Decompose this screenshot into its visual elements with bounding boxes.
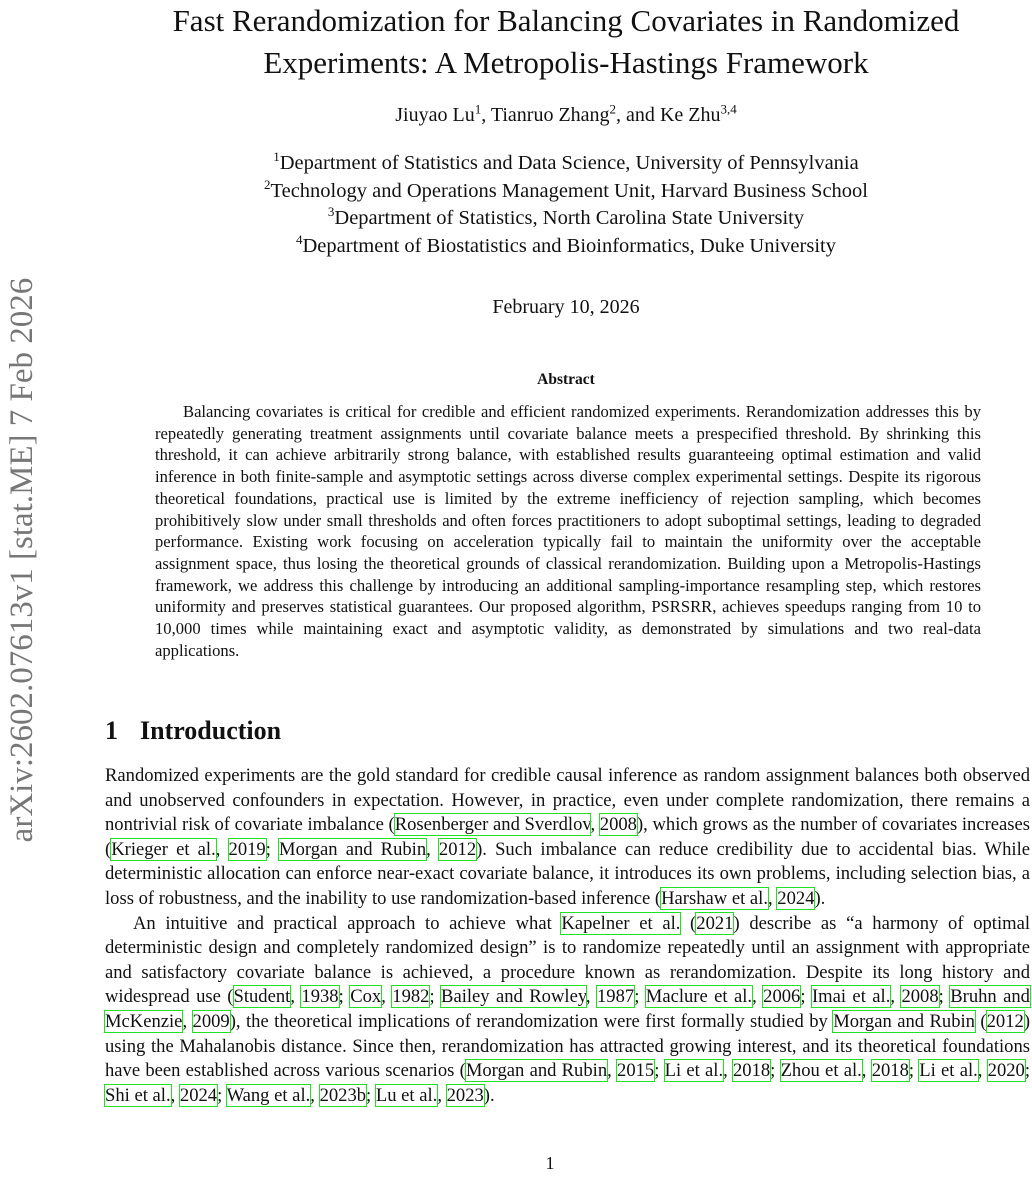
text: , bbox=[977, 1060, 988, 1082]
citation-link[interactable]: 1938 bbox=[301, 986, 339, 1008]
text: ; bbox=[938, 986, 951, 1008]
text: ; bbox=[634, 986, 646, 1008]
paragraph bbox=[105, 912, 1030, 1109]
affiliations bbox=[100, 150, 1032, 260]
citation-link[interactable]: Lu et al. bbox=[375, 1084, 438, 1106]
text: ; bbox=[1024, 1060, 1031, 1082]
citation-link[interactable]: 2018 bbox=[732, 1060, 771, 1082]
text: ; bbox=[770, 1060, 781, 1082]
citation-link[interactable]: 2012 bbox=[438, 838, 477, 860]
body-text bbox=[105, 764, 1030, 1108]
citation-link[interactable]: 1982 bbox=[392, 986, 430, 1008]
citation-link[interactable]: Bailey and Rowley bbox=[441, 986, 586, 1008]
citation-link[interactable]: 2024 bbox=[777, 887, 815, 909]
abstract-heading: Abstract bbox=[537, 371, 595, 388]
text: ; bbox=[429, 986, 442, 1008]
affiliation-marker: 1 bbox=[273, 149, 280, 165]
text: ; bbox=[217, 1084, 227, 1106]
text: ; bbox=[800, 986, 812, 1008]
text: , bbox=[170, 1084, 180, 1106]
text: ). bbox=[814, 887, 826, 909]
text: , bbox=[752, 986, 764, 1008]
text: ; bbox=[366, 1084, 376, 1106]
page-number: 1 bbox=[545, 1153, 555, 1173]
text: ) using the Mahalanobis distance. Since then, rerandomization has attracted growing interest, and its theoretical foundations have been established across various scenarios ( bbox=[105, 1010, 1031, 1082]
citation-link[interactable]: 1987 bbox=[597, 986, 635, 1008]
text: , bbox=[290, 986, 302, 1008]
paper-date: February 10, 2026 bbox=[492, 296, 640, 318]
affiliation bbox=[100, 150, 1032, 178]
arxiv-identifier: arXiv:2602.07613v1 [stat.ME] 7 Feb 2026 bbox=[4, 277, 40, 843]
citation-link[interactable]: 2021 bbox=[696, 912, 734, 934]
text: , bbox=[426, 838, 439, 860]
citation-link[interactable]: 2008 bbox=[901, 986, 939, 1008]
citation-link[interactable]: Cox bbox=[350, 986, 382, 1008]
affiliation-marker: 2 bbox=[609, 101, 617, 117]
text: , bbox=[768, 887, 778, 909]
text: ), the theoretical implications of rerandomization were first formally studied by bbox=[229, 1010, 834, 1032]
author-list bbox=[100, 101, 1032, 127]
citation-link[interactable]: 2023 bbox=[446, 1084, 484, 1106]
text: ( bbox=[974, 1010, 987, 1032]
citation-link[interactable]: Rosenberger and Sverdlov bbox=[394, 814, 591, 836]
text: ), which grows as the number of covariates increases ( bbox=[105, 814, 1030, 860]
affiliation bbox=[100, 205, 1032, 233]
text: , bbox=[861, 1060, 872, 1082]
citation-link[interactable]: Shi et al. bbox=[105, 1084, 171, 1106]
citation-link[interactable]: Krieger et al. bbox=[111, 838, 216, 860]
affiliation-marker: 3 bbox=[327, 204, 335, 220]
citation-link[interactable]: 2024 bbox=[179, 1084, 218, 1106]
text: Randomized experiments are the gold standard for credible causal inference as random assignment balances both observed and unobserved confounders in expectation. However, in practice, even under complete randomization, there remains a nontrivial risk of covariate imbalance ( bbox=[105, 765, 1030, 836]
author-name: Ke Zhu bbox=[659, 104, 721, 126]
affiliation bbox=[100, 178, 1032, 206]
section-heading bbox=[105, 716, 281, 746]
text: , bbox=[607, 1060, 618, 1082]
affiliation-marker: 2 bbox=[264, 176, 271, 192]
citation-link[interactable]: 2006 bbox=[763, 986, 801, 1008]
citation-link[interactable]: Kapelner et al. bbox=[561, 912, 681, 934]
citation-link[interactable]: Harshaw et al. bbox=[661, 887, 768, 909]
text: , bbox=[585, 986, 597, 1008]
citation-link[interactable]: Imai et al. bbox=[811, 986, 891, 1008]
affiliation-marker: 3,4 bbox=[720, 101, 737, 117]
affiliation-text: Department of Statistics, North Carolina State University bbox=[334, 207, 805, 229]
text: ; bbox=[908, 1060, 920, 1082]
citation-link[interactable]: Morgan and Rubin bbox=[279, 838, 427, 860]
abstract-text: Balancing covariates is critical for credible and efficient randomized experiments. Rerandomization addresses this by repeatedly generating treatment assignments until covariate balance meets a prespecified threshold. By shrinking this threshold, it can achieve arbitrarily strong balance, with established results guaranteeing optimal estimation and valid inference in both finite-sample and asymptotic settings across diverse complex experimental settings. Despite its rigorous theoretical foundations, practical use is limited by the extreme inefficiency of rejection sampling, which becomes prohibitively slow under small thresholds and often forces practitioners to adopt suboptimal settings, leading to degraded performance. Existing work focusing on acceleration typically fail to maintain the uniformity over the acceptable assignment space, thus losing the theoretical grounds of classical rerandomization. Building upon a Metropolis-Hastings framework, we address this challenge by introducing an additional sampling-importance resampling step, which restores uniformity and preserves statistical guarantees. Our proposed algorithm, PSRSRR, achieves speedups ranging from 10 to 10,000 times while maintaining exact and asymptotic validity, as demonstrated by simulations and two real-data applications. bbox=[155, 402, 981, 660]
section-number: 1 bbox=[105, 716, 118, 745]
text: , bbox=[215, 838, 229, 860]
affiliation-text: Technology and Operations Management Unit, Harvard Business School bbox=[270, 179, 868, 202]
citation-link[interactable]: Wang et al. bbox=[226, 1084, 311, 1106]
citation-link[interactable]: Zhou et al. bbox=[780, 1060, 862, 1082]
citation-link[interactable]: Li et al. bbox=[919, 1060, 978, 1082]
citation-link[interactable]: 2012 bbox=[986, 1010, 1024, 1032]
citation-link[interactable]: 2009 bbox=[192, 1010, 230, 1032]
paragraph bbox=[105, 764, 1030, 912]
paper-title bbox=[100, 0, 1032, 84]
citation-link[interactable]: Morgan and Rubin bbox=[833, 1010, 975, 1032]
citation-link[interactable]: 2018 bbox=[871, 1060, 909, 1082]
text: ; bbox=[265, 838, 280, 860]
text: ). Such imbalance can reduce credibility due to accidental bias. While deterministic allocation can enforce near-exact covariate balance, it introduces its own problems, including selection bias, a loss of robustness, and the inability to use randomization-based inference ( bbox=[105, 838, 1030, 909]
separator: , bbox=[481, 104, 491, 126]
text: , bbox=[890, 986, 902, 1008]
citation-link[interactable]: 2019 bbox=[228, 838, 266, 860]
citation-link[interactable]: Li et al. bbox=[664, 1060, 724, 1082]
text: ; bbox=[338, 986, 351, 1008]
affiliation bbox=[100, 233, 1032, 261]
text: , bbox=[310, 1084, 320, 1106]
citation-link[interactable]: 2015 bbox=[617, 1060, 655, 1082]
citation-link[interactable]: Bruhn and McKenzie bbox=[105, 986, 1030, 1032]
text: ( bbox=[680, 912, 697, 934]
citation-link[interactable]: Student bbox=[233, 986, 291, 1008]
author-name: Jiuyao Lu bbox=[395, 104, 475, 126]
title-line: Fast Rerandomization for Balancing Covariates in Randomized bbox=[172, 3, 960, 38]
citation-link[interactable]: 2020 bbox=[987, 1060, 1025, 1082]
text: , bbox=[590, 814, 600, 836]
text: ; bbox=[654, 1060, 665, 1082]
text: , bbox=[182, 1010, 193, 1032]
text: , bbox=[437, 1084, 447, 1106]
section-title: Introduction bbox=[140, 716, 282, 745]
author-name: Tianruo Zhang bbox=[490, 104, 610, 126]
separator: , and bbox=[616, 104, 660, 126]
affiliation-marker: 4 bbox=[296, 231, 303, 247]
text: , bbox=[381, 986, 393, 1008]
text: ). bbox=[483, 1084, 495, 1106]
text: An intuitive and practical approach to achieve what bbox=[133, 912, 562, 934]
title-line: Experiments: A Metropolis-Hastings Framework bbox=[263, 45, 869, 80]
affiliation-text: Department of Statistics and Data Science, University of Pennsylvania bbox=[279, 152, 859, 174]
citation-link[interactable]: Morgan and Rubin bbox=[465, 1060, 608, 1082]
citation-link[interactable]: Maclure et al. bbox=[645, 986, 753, 1008]
affiliation-marker: 1 bbox=[474, 101, 482, 117]
text: , bbox=[723, 1060, 733, 1082]
citation-link[interactable]: 2023b bbox=[319, 1084, 367, 1106]
affiliation-text: Department of Biostatistics and Bioinformatics, Duke University bbox=[302, 234, 836, 257]
text: ) describe as “a harmony of optimal deterministic design and completely randomized design” is to randomize repeatedly until an assignment with appropriate and satisfactory covariate balance is achieved, a procedure known as rerandomization. Despite its long history and widespread use ( bbox=[105, 912, 1030, 1008]
citation-link[interactable]: 2008 bbox=[599, 814, 637, 836]
